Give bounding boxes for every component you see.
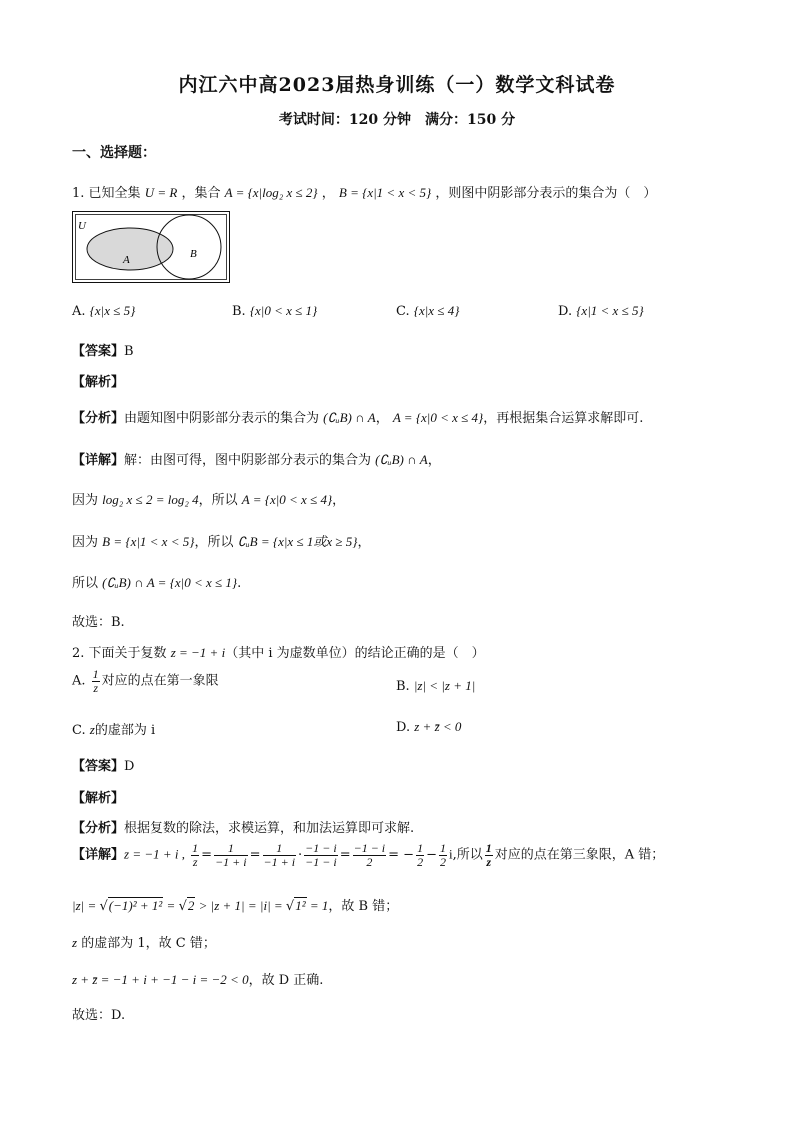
q1-xj3-c: ， [357,535,371,550]
q1-stem-d: ，则图中阴影部分表示的集合为（ ） [435,186,657,201]
q2-stem [72,642,485,661]
q2-xj2-root3: 1² [295,898,306,913]
frac-den: 2 [439,854,446,869]
q1-option-a-letter: A. [72,304,86,319]
q2-option-d-letter: D. [396,720,411,735]
imaginary-unit: i [448,846,453,862]
venn-label-u: U [78,220,86,232]
q1-stem [72,182,656,201]
frac-num: −1 − i [305,841,337,855]
q1-fenxi-math1: (∁ᵤB) ∩ A [323,410,376,425]
q1-xj3-math1: B = {x|1 < x < 5} [102,534,195,549]
q2-option-a-denominator: z [93,680,98,695]
q2-xiangjie-tag: 【详解】 [72,847,125,863]
q2-fenxi-text: 根据复数的除法，求模运算，和加法运算即可求解. [124,821,415,836]
q1-xj2-a: 因为 [72,493,99,508]
q2-stem-math: z = −1 + i [170,645,226,660]
q1-xj2-math2: A = {x|0 < x ≤ 4} [241,492,333,507]
q1-answer [72,340,134,359]
q2-guxuan: 故选：D. [72,1008,126,1023]
frac-num: 1 [192,841,199,855]
frac-num: 1 [485,841,492,855]
q1-xj1-math: (∁ᵤB) ∩ A [375,452,428,467]
q1-option-b[interactable] [232,303,317,319]
q1-xj4-a: 所以 [72,576,99,591]
q1-xj3-b: ，所以 [194,535,234,550]
q1-option-d[interactable] [558,303,644,319]
q2-xj2-e: ，故 B 错； [328,899,399,914]
q2-number: 2. [72,646,85,661]
frac-num: 1 [214,842,248,856]
q2-option-a-fraction [92,668,100,694]
q1-set-a: A = {x|log₂ x ≤ 2} [224,185,318,200]
q2-stem-b: （其中 i 为虚数单位）的结论正确的是（ ） [225,646,485,661]
q1-xj2-c: ， [332,493,346,508]
q1-option-a-text: {x|x ≤ 5} [89,303,136,318]
frac-den: 2 [366,854,373,869]
q1-fenxi-b: ， [375,411,389,426]
q2-xj2-d: = 1 [306,898,329,913]
q2-xj4-text: ，故 D 正确. [248,973,324,988]
q1-fenxi [72,407,643,426]
q2-option-c-text: 的虚部为 i [94,723,156,738]
q1-fenxi-tag: 【分析】 [72,411,125,426]
q2-option-d[interactable] [396,719,461,735]
q1-answer-tag: 【答案】 [72,344,125,359]
q1-xj2-math1: log₂ x ≤ 2 = log₂ 4 [102,492,199,507]
q2-option-c[interactable] [72,719,155,738]
q2-option-c-math: z [89,722,95,737]
venn-label-b: B [190,248,197,260]
section-heading: 一、选择题： [72,145,156,161]
q2-xj1-frac2 [214,842,248,868]
q2-answer [72,755,134,774]
q2-analysis-tag: 【解析】 [72,791,125,806]
q2-xj1-frac8 [485,842,493,868]
q1-xj3-math2: ∁ᵤB = {x|x ≤ 1或x ≥ 5} [237,534,358,549]
q2-xj2-root2: 2 [187,898,195,913]
q1-option-a[interactable] [72,303,135,319]
q2-xj1-tail: 对应的点在第三象限，A 错； [494,847,665,863]
q2-answer-tag: 【答案】 [72,759,125,774]
q2-xiangjie-1: 【详解】z = −1 + i , $\frac{1}{z}$ = $\frac{1}{-1 + i}$ = $\frac{1}{-1 + i}$ · $\frac{-1 - i}{-1 - i}$ = $\frac{-1 - i}{2}$ = − $\frac{1}{2}$ − $\frac{1}{2}$ i,所以 $\frac{1}{z}$ 对应的点在第三象限，A 错； [72,841,665,869]
equals: = [339,847,351,863]
q2-option-a-letter: A. [72,673,86,689]
equals: = [201,847,213,863]
q2-answer-value: D [124,759,135,774]
q2-xj1-frac7 [439,842,447,868]
q1-guxuan: 故选：B. [72,615,125,630]
q1-xj3-a: 因为 [72,535,99,550]
q1-option-c-letter: C. [396,304,410,319]
page-title: 内江六中高2023届热身训练（一）数学文科试卷 [178,74,616,96]
q1-stem-b: ，集合 [181,186,221,201]
venn-label-a: A [123,254,130,266]
q1-fenxi-a: 由题知图中阴影部分表示的集合为 [124,411,320,426]
q1-answer-value: B [124,344,134,359]
q1-xj1-b: ， [427,453,441,468]
equals: = [249,847,261,863]
q1-xj1-a: 解：由图可得，图中阴影部分表示的集合为 [124,453,372,468]
q2-xiangjie-4 [72,969,323,988]
q2-xj2-root: (−1)² + 1² [108,898,163,913]
q2-stem-a: 下面关于复数 [88,646,167,661]
q1-xiangjie-4 [72,572,241,591]
q1-xj4-math: (∁ᵤB) ∩ A = {x|0 < x ≤ 1} [102,575,238,590]
q1-universal-set: U = R [144,185,178,200]
q1-option-c[interactable] [396,303,459,319]
dot: · [298,847,303,863]
q2-xj4-math: z + z̄ = −1 + i + −1 − i = −2 < 0 [72,972,249,987]
q2-option-a[interactable] [72,668,219,694]
q1-stem-c: ， [321,186,335,201]
q1-xj4-b: . [237,576,242,591]
frac-num: 1 [263,842,297,856]
q1-option-b-text: {x|0 < x ≤ 1} [249,303,318,318]
frac-num: −1 − i [353,841,386,855]
q2-option-d-text: z + z̄ < 0 [414,719,462,734]
frac-den: −1 + i [263,854,296,869]
minus: = − [388,847,415,863]
q2-fenxi [72,817,414,836]
q2-xj2-c: > |z + 1| = |i| = [195,898,286,913]
frac-den: −1 + i [215,854,247,869]
exam-info: 考试时间：120 分钟 满分：150 分 [278,112,516,128]
q1-xiangjie-2 [72,489,345,508]
q2-fenxi-tag: 【分析】 [72,821,125,836]
q2-xj1-frac1 [191,842,199,868]
q2-xj1-frac3 [263,842,297,868]
q2-option-a-numerator: 1 [92,667,99,681]
q2-xj1-frac4 [304,842,338,868]
q2-xj2-a: |z| = [72,898,100,913]
q2-option-b-text: |z| < |z + 1| [413,678,476,693]
so: ,所以 [452,847,483,863]
q1-analysis-tag: 【解析】 [72,375,125,390]
frac-num: 1 [417,841,424,855]
q1-xiangjie-3 [72,531,370,550]
q2-option-c-letter: C. [72,723,86,738]
q1-option-c-text: {x|x ≤ 4} [413,303,460,318]
q1-option-b-letter: B. [232,304,246,319]
frac-num: 1 [439,841,446,855]
q2-xj1-frac5 [353,842,387,868]
q2-xj1-z: z = −1 + i , [124,846,186,862]
frac-den: 2 [417,854,424,869]
q1-xiangjie-1 [72,449,441,468]
q2-option-a-text: 对应的点在第一象限 [101,673,219,689]
frac-den: z [192,854,198,869]
q2-xiangjie-3 [72,932,216,951]
q2-xj1-frac6 [416,842,424,868]
q2-option-b-letter: B. [396,679,410,694]
q1-option-d-text: {x|1 < x ≤ 5} [576,303,644,318]
q1-number: 1. [72,186,85,201]
q2-xiangjie-2: |z| = √(−1)² + 1² = √2 > |z + 1| = |i| = √1² = 1，故 B 错； [72,898,399,914]
q2-xj3-text: 的虚部为 1，故 C 错； [81,936,216,951]
q2-xj2-b: = [163,898,179,913]
q1-fenxi-c: ，再根据集合运算求解即可. [483,411,644,426]
q1-xj2-b: ，所以 [198,493,238,508]
q2-option-b[interactable] [396,678,475,694]
q1-option-d-letter: D. [558,304,573,319]
frac-den: z [486,854,492,869]
venn-diagram [72,211,230,283]
frac-den: −1 − i [305,854,337,869]
q1-fenxi-math2: A = {x|0 < x ≤ 4} [392,410,484,425]
q1-stem-a: 已知全集 [88,186,141,201]
q1-set-b: B = {x|1 < x < 5} [338,185,432,200]
q1-xiangjie-tag: 【详解】 [72,453,125,468]
q2-xj3-math: z [72,935,78,950]
